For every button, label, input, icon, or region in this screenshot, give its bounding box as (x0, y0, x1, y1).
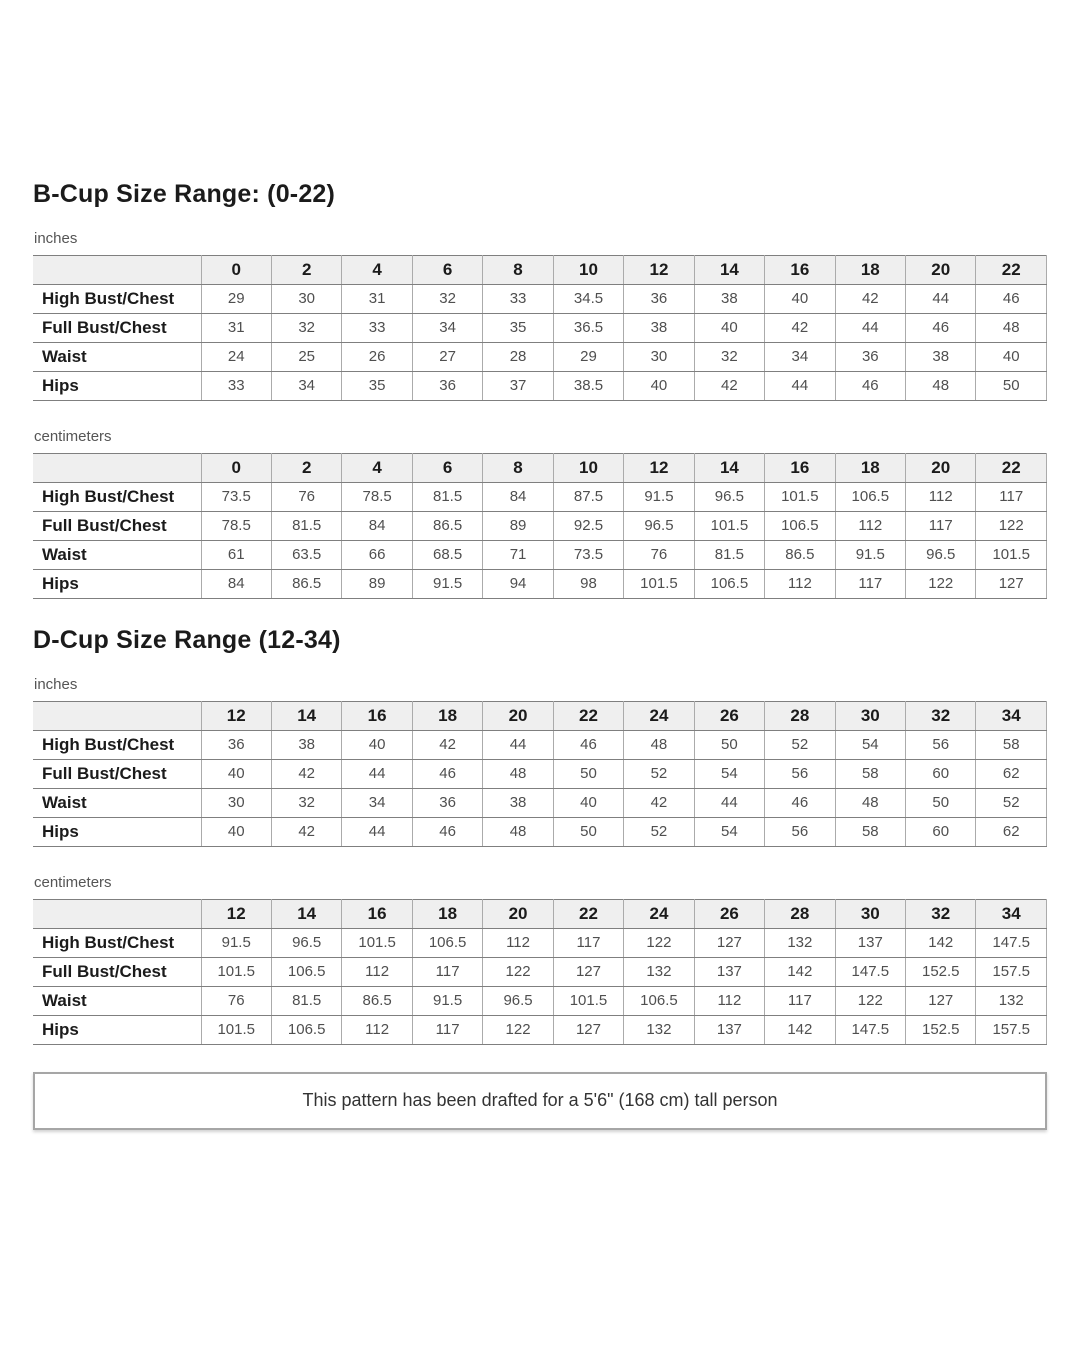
measurement-value: 38.5 (553, 371, 623, 400)
measurement-value: 137 (694, 957, 764, 986)
measurement-label: Waist (33, 342, 201, 371)
measurement-value: 60 (906, 759, 976, 788)
size-column-header: 18 (835, 255, 905, 284)
measurement-label: Waist (33, 540, 201, 569)
measurement-value: 76 (271, 482, 341, 511)
size-column-header: 10 (553, 453, 623, 482)
measurement-row (33, 928, 1047, 957)
size-column-header: 18 (412, 899, 482, 928)
measurement-value: 52 (624, 759, 694, 788)
measurement-value: 122 (976, 511, 1047, 540)
measurement-value: 122 (483, 957, 553, 986)
size-header-row (33, 899, 1047, 928)
measurement-value: 44 (483, 730, 553, 759)
measurement-value: 31 (342, 284, 412, 313)
measurement-value: 36 (201, 730, 271, 759)
measurement-value: 81.5 (694, 540, 764, 569)
measurement-row (33, 371, 1047, 400)
measurement-value: 44 (342, 817, 412, 846)
measurement-value: 112 (483, 928, 553, 957)
measurement-value: 84 (483, 482, 553, 511)
measurement-value: 91.5 (201, 928, 271, 957)
measurement-value: 152.5 (906, 1015, 976, 1044)
size-column-header: 24 (624, 701, 694, 730)
size-column-header: 0 (201, 255, 271, 284)
measurement-value: 28 (483, 342, 553, 371)
size-column-header: 6 (412, 255, 482, 284)
measurement-value: 58 (976, 730, 1047, 759)
measurement-value: 142 (765, 957, 835, 986)
measurement-value: 117 (412, 957, 482, 986)
corner-cell (33, 255, 201, 284)
measurement-value: 101.5 (624, 569, 694, 598)
measurement-value: 84 (201, 569, 271, 598)
measurement-label: Full Bust/Chest (33, 511, 201, 540)
size-column-header: 20 (906, 453, 976, 482)
size-column-header: 14 (694, 255, 764, 284)
measurement-value: 36 (412, 788, 482, 817)
size-column-header: 32 (906, 701, 976, 730)
measurement-row (33, 817, 1047, 846)
measurement-value: 106.5 (412, 928, 482, 957)
b-cup-inches-label: inches (34, 229, 78, 247)
section-b-cup (33, 180, 1047, 599)
measurement-value: 96.5 (694, 482, 764, 511)
size-column-header: 22 (976, 255, 1047, 284)
size-column-header: 26 (694, 899, 764, 928)
measurement-value: 46 (906, 313, 976, 342)
size-column-header: 12 (624, 255, 694, 284)
measurement-value: 34 (412, 313, 482, 342)
measurement-value: 40 (694, 313, 764, 342)
measurement-value: 38 (483, 788, 553, 817)
measurement-value: 91.5 (624, 482, 694, 511)
measurement-value: 112 (342, 1015, 412, 1044)
d-cup-centimeters-label: centimeters (34, 873, 112, 891)
measurement-value: 137 (835, 928, 905, 957)
measurement-value: 44 (765, 371, 835, 400)
measurement-value: 33 (201, 371, 271, 400)
measurement-value: 48 (835, 788, 905, 817)
measurement-value: 44 (835, 313, 905, 342)
measurement-value: 32 (271, 313, 341, 342)
measurement-value: 101.5 (201, 1015, 271, 1044)
size-column-header: 18 (412, 701, 482, 730)
measurement-value: 27 (412, 342, 482, 371)
measurement-value: 132 (765, 928, 835, 957)
measurement-value: 58 (835, 759, 905, 788)
size-column-header: 28 (765, 701, 835, 730)
measurement-value: 117 (835, 569, 905, 598)
size-header-row (33, 453, 1047, 482)
measurement-value: 31 (201, 313, 271, 342)
measurement-value: 132 (976, 986, 1047, 1015)
measurement-value: 106.5 (835, 482, 905, 511)
measurement-value: 112 (765, 569, 835, 598)
measurement-value: 34 (342, 788, 412, 817)
corner-cell (33, 453, 201, 482)
measurement-value: 112 (906, 482, 976, 511)
measurement-value: 61 (201, 540, 271, 569)
measurement-value: 127 (976, 569, 1047, 598)
size-column-header: 34 (976, 899, 1047, 928)
measurement-value: 50 (976, 371, 1047, 400)
measurement-value: 40 (765, 284, 835, 313)
measurement-row (33, 1015, 1047, 1044)
measurement-value: 127 (553, 957, 623, 986)
size-column-header: 20 (906, 255, 976, 284)
measurement-value: 101.5 (694, 511, 764, 540)
measurement-value: 122 (835, 986, 905, 1015)
size-column-header: 16 (342, 899, 412, 928)
measurement-row (33, 569, 1047, 598)
measurement-value: 40 (342, 730, 412, 759)
measurement-value: 117 (553, 928, 623, 957)
measurement-row (33, 342, 1047, 371)
measurement-value: 30 (271, 284, 341, 313)
measurement-value: 54 (835, 730, 905, 759)
size-column-header: 16 (765, 453, 835, 482)
measurement-value: 44 (906, 284, 976, 313)
measurement-value: 50 (906, 788, 976, 817)
measurement-value: 122 (906, 569, 976, 598)
measurement-value: 38 (624, 313, 694, 342)
size-column-header: 18 (835, 453, 905, 482)
measurement-value: 42 (835, 284, 905, 313)
measurement-label: High Bust/Chest (33, 284, 201, 313)
measurement-row (33, 788, 1047, 817)
size-header-row (33, 701, 1047, 730)
measurement-value: 32 (271, 788, 341, 817)
measurement-label: Full Bust/Chest (33, 957, 201, 986)
size-column-header: 22 (553, 701, 623, 730)
measurement-label: High Bust/Chest (33, 482, 201, 511)
measurement-value: 117 (976, 482, 1047, 511)
size-column-header: 28 (765, 899, 835, 928)
measurement-value: 42 (271, 759, 341, 788)
size-column-header: 22 (976, 453, 1047, 482)
height-note-text: This pattern has been drafted for a 5'6" (168 cm) tall person (302, 1090, 778, 1110)
size-chart-page (33, 0, 1047, 1130)
measurement-value: 29 (201, 284, 271, 313)
measurement-value: 38 (694, 284, 764, 313)
measurement-value: 44 (694, 788, 764, 817)
measurement-value: 35 (342, 371, 412, 400)
measurement-value: 54 (694, 817, 764, 846)
measurement-row (33, 313, 1047, 342)
measurement-value: 40 (201, 759, 271, 788)
measurement-value: 142 (765, 1015, 835, 1044)
measurement-value: 96.5 (483, 986, 553, 1015)
measurement-value: 56 (906, 730, 976, 759)
measurement-value: 106.5 (765, 511, 835, 540)
measurement-value: 101.5 (342, 928, 412, 957)
corner-cell (33, 899, 201, 928)
measurement-value: 147.5 (976, 928, 1047, 957)
measurement-value: 91.5 (412, 569, 482, 598)
measurement-value: 56 (765, 759, 835, 788)
measurement-value: 86.5 (765, 540, 835, 569)
measurement-value: 40 (624, 371, 694, 400)
measurement-value: 71 (483, 540, 553, 569)
measurement-value: 96.5 (624, 511, 694, 540)
measurement-value: 50 (694, 730, 764, 759)
measurement-value: 127 (906, 986, 976, 1015)
size-column-header: 30 (835, 701, 905, 730)
measurement-value: 76 (201, 986, 271, 1015)
measurement-value: 157.5 (976, 1015, 1047, 1044)
d-cup-centimeters-table (33, 899, 1047, 1045)
measurement-value: 37 (483, 371, 553, 400)
measurement-value: 101.5 (553, 986, 623, 1015)
size-column-header: 20 (483, 701, 553, 730)
measurement-value: 152.5 (906, 957, 976, 986)
measurement-value: 50 (553, 817, 623, 846)
measurement-value: 26 (342, 342, 412, 371)
measurement-value: 147.5 (835, 1015, 905, 1044)
measurement-value: 40 (201, 817, 271, 846)
measurement-value: 96.5 (906, 540, 976, 569)
measurement-value: 127 (553, 1015, 623, 1044)
measurement-value: 117 (412, 1015, 482, 1044)
size-column-header: 10 (553, 255, 623, 284)
measurement-value: 81.5 (412, 482, 482, 511)
measurement-value: 34 (765, 342, 835, 371)
measurement-value: 89 (342, 569, 412, 598)
measurement-value: 56 (765, 817, 835, 846)
measurement-value: 34 (271, 371, 341, 400)
size-column-header: 30 (835, 899, 905, 928)
d-cup-heading: D-Cup Size Range (12-34) (33, 625, 341, 654)
size-column-header: 16 (765, 255, 835, 284)
size-column-header: 14 (271, 701, 341, 730)
measurement-value: 106.5 (624, 986, 694, 1015)
measurement-value: 98 (553, 569, 623, 598)
size-column-header: 2 (271, 453, 341, 482)
measurement-value: 46 (765, 788, 835, 817)
measurement-value: 122 (624, 928, 694, 957)
measurement-value: 38 (271, 730, 341, 759)
measurement-value: 54 (694, 759, 764, 788)
measurement-row (33, 284, 1047, 313)
measurement-value: 87.5 (553, 482, 623, 511)
measurement-value: 89 (483, 511, 553, 540)
measurement-value: 44 (342, 759, 412, 788)
size-column-header: 12 (624, 453, 694, 482)
measurement-row (33, 759, 1047, 788)
b-cup-centimeters-table (33, 453, 1047, 599)
measurement-value: 142 (906, 928, 976, 957)
size-column-header: 26 (694, 701, 764, 730)
measurement-value: 62 (976, 759, 1047, 788)
b-cup-heading: B-Cup Size Range: (0-22) (33, 180, 336, 208)
measurement-label: Waist (33, 788, 201, 817)
measurement-value: 86.5 (342, 986, 412, 1015)
measurement-value: 48 (624, 730, 694, 759)
measurement-value: 157.5 (976, 957, 1047, 986)
measurement-value: 147.5 (835, 957, 905, 986)
measurement-value: 122 (483, 1015, 553, 1044)
measurement-value: 112 (694, 986, 764, 1015)
measurement-value: 137 (694, 1015, 764, 1044)
size-column-header: 32 (906, 899, 976, 928)
measurement-value: 48 (906, 371, 976, 400)
measurement-value: 86.5 (271, 569, 341, 598)
measurement-value: 132 (624, 1015, 694, 1044)
measurement-value: 52 (976, 788, 1047, 817)
b-cup-centimeters-label: centimeters (34, 427, 112, 445)
measurement-value: 94 (483, 569, 553, 598)
size-column-header: 20 (483, 899, 553, 928)
measurement-label: Hips (33, 371, 201, 400)
measurement-row (33, 957, 1047, 986)
size-column-header: 4 (342, 453, 412, 482)
measurement-value: 66 (342, 540, 412, 569)
measurement-value: 30 (624, 342, 694, 371)
measurement-value: 42 (624, 788, 694, 817)
measurement-value: 96.5 (271, 928, 341, 957)
size-column-header: 6 (412, 453, 482, 482)
measurement-value: 25 (271, 342, 341, 371)
measurement-value: 33 (342, 313, 412, 342)
measurement-value: 78.5 (201, 511, 271, 540)
measurement-value: 46 (976, 284, 1047, 313)
measurement-label: Hips (33, 1015, 201, 1044)
measurement-value: 106.5 (694, 569, 764, 598)
measurement-value: 42 (412, 730, 482, 759)
measurement-value: 91.5 (412, 986, 482, 1015)
measurement-value: 101.5 (765, 482, 835, 511)
measurement-value: 106.5 (271, 1015, 341, 1044)
measurement-value: 42 (694, 371, 764, 400)
size-column-header: 16 (342, 701, 412, 730)
measurement-value: 50 (553, 759, 623, 788)
measurement-value: 127 (694, 928, 764, 957)
measurement-value: 106.5 (271, 957, 341, 986)
measurement-value: 30 (201, 788, 271, 817)
measurement-value: 60 (906, 817, 976, 846)
measurement-value: 132 (624, 957, 694, 986)
measurement-row (33, 986, 1047, 1015)
measurement-value: 112 (835, 511, 905, 540)
measurement-value: 117 (765, 986, 835, 1015)
measurement-label: Waist (33, 986, 201, 1015)
measurement-label: Full Bust/Chest (33, 313, 201, 342)
measurement-value: 58 (835, 817, 905, 846)
measurement-value: 62 (976, 817, 1047, 846)
measurement-label: Hips (33, 569, 201, 598)
measurement-value: 40 (553, 788, 623, 817)
measurement-value: 52 (624, 817, 694, 846)
measurement-value: 76 (624, 540, 694, 569)
size-column-header: 2 (271, 255, 341, 284)
measurement-row (33, 511, 1047, 540)
measurement-label: Hips (33, 817, 201, 846)
measurement-value: 40 (976, 342, 1047, 371)
measurement-value: 78.5 (342, 482, 412, 511)
measurement-row (33, 730, 1047, 759)
size-column-header: 0 (201, 453, 271, 482)
size-column-header: 24 (624, 899, 694, 928)
measurement-value: 36 (835, 342, 905, 371)
size-column-header: 22 (553, 899, 623, 928)
measurement-label: High Bust/Chest (33, 730, 201, 759)
size-column-header: 12 (201, 899, 271, 928)
size-column-header: 8 (483, 453, 553, 482)
measurement-value: 92.5 (553, 511, 623, 540)
measurement-value: 35 (483, 313, 553, 342)
measurement-label: High Bust/Chest (33, 928, 201, 957)
measurement-value: 32 (412, 284, 482, 313)
measurement-value: 63.5 (271, 540, 341, 569)
size-column-header: 4 (342, 255, 412, 284)
height-note-box (33, 1072, 1047, 1130)
measurement-value: 81.5 (271, 986, 341, 1015)
size-header-row (33, 255, 1047, 284)
measurement-value: 38 (906, 342, 976, 371)
measurement-value: 36 (624, 284, 694, 313)
measurement-value: 33 (483, 284, 553, 313)
size-column-header: 34 (976, 701, 1047, 730)
b-cup-inches-table (33, 255, 1047, 401)
measurement-value: 81.5 (271, 511, 341, 540)
section-d-cup (33, 626, 1047, 1045)
measurement-row (33, 540, 1047, 569)
size-column-header: 8 (483, 255, 553, 284)
measurement-value: 42 (765, 313, 835, 342)
measurement-value: 34.5 (553, 284, 623, 313)
measurement-value: 46 (553, 730, 623, 759)
size-column-header: 14 (694, 453, 764, 482)
measurement-value: 36.5 (553, 313, 623, 342)
measurement-value: 46 (835, 371, 905, 400)
d-cup-inches-label: inches (34, 675, 78, 693)
measurement-value: 24 (201, 342, 271, 371)
measurement-value: 48 (483, 817, 553, 846)
measurement-value: 46 (412, 759, 482, 788)
measurement-row (33, 482, 1047, 511)
measurement-value: 36 (412, 371, 482, 400)
measurement-value: 101.5 (976, 540, 1047, 569)
measurement-value: 91.5 (835, 540, 905, 569)
measurement-value: 29 (553, 342, 623, 371)
size-column-header: 14 (271, 899, 341, 928)
measurement-value: 48 (976, 313, 1047, 342)
measurement-value: 117 (906, 511, 976, 540)
measurement-value: 52 (765, 730, 835, 759)
size-column-header: 12 (201, 701, 271, 730)
d-cup-inches-table (33, 701, 1047, 847)
measurement-value: 48 (483, 759, 553, 788)
measurement-value: 86.5 (412, 511, 482, 540)
measurement-value: 101.5 (201, 957, 271, 986)
measurement-value: 68.5 (412, 540, 482, 569)
measurement-label: Full Bust/Chest (33, 759, 201, 788)
measurement-value: 84 (342, 511, 412, 540)
measurement-value: 42 (271, 817, 341, 846)
measurement-value: 73.5 (201, 482, 271, 511)
measurement-value: 73.5 (553, 540, 623, 569)
measurement-value: 32 (694, 342, 764, 371)
corner-cell (33, 701, 201, 730)
measurement-value: 112 (342, 957, 412, 986)
measurement-value: 46 (412, 817, 482, 846)
